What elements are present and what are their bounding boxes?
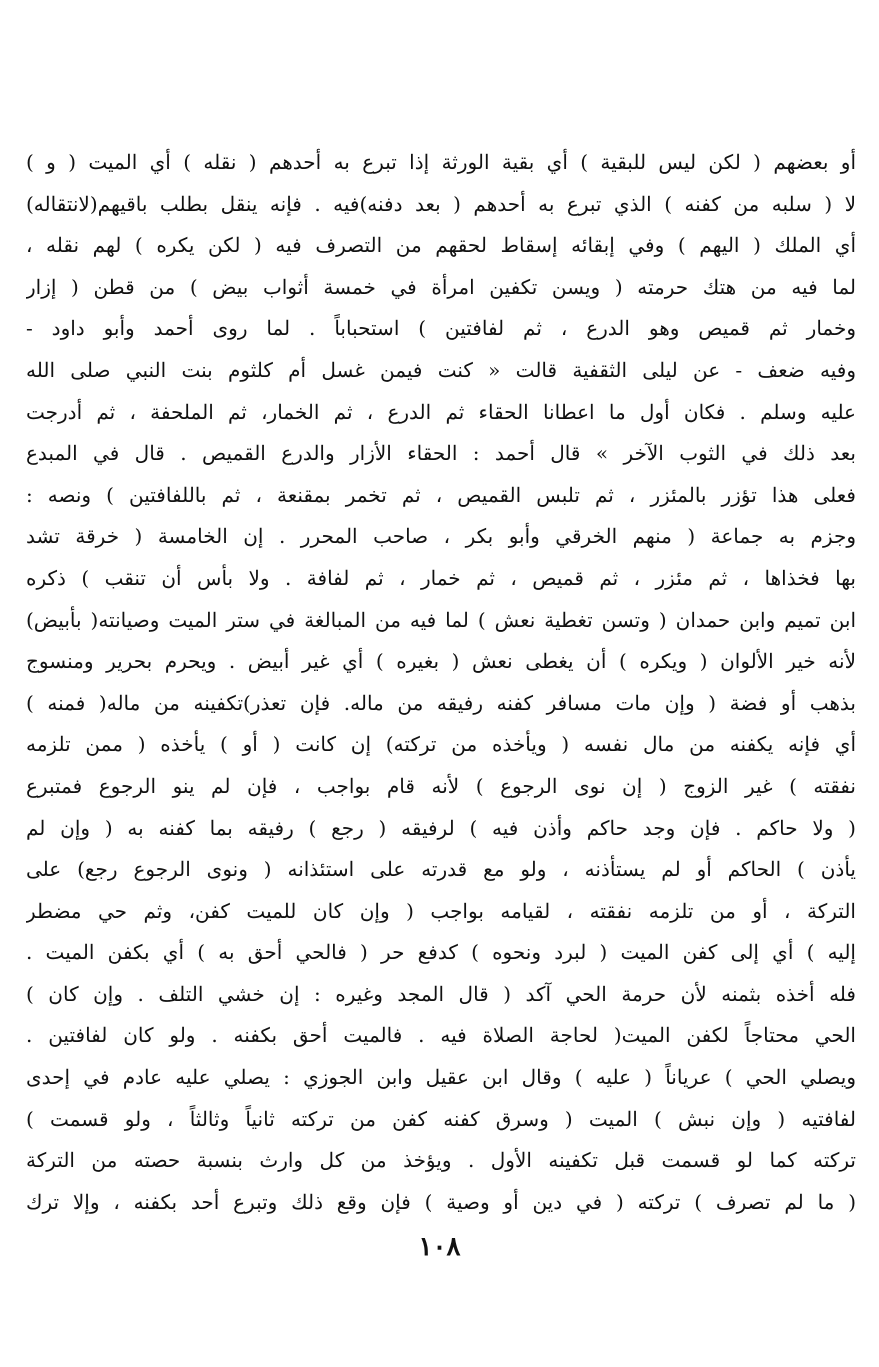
text-line: إليه ) أي إلى كفن الميت ( لبرد ونحوه ) كدفع حر ( فالحي أحق به ) أي بكفن الميت .	[26, 940, 856, 965]
text-line: التركة ، أو من تلزمه نفقته ، لقيامه بواجب ( وإن كان للميت كفن، وثم حي مضطر	[26, 898, 856, 923]
text-line: بعد ذلك في الثوب الآخر » قال أحمد : الحقاء الأزار والدرع القميص . قال في المبدع	[26, 441, 856, 466]
text-line: وجزم به جماعة ( منهم الخرقي وأبو بكر ، صاحب المحرر . إن الخامسة ( خرقة تشد	[26, 524, 856, 549]
text-line: بذهب أو فضة ( وإن مات مسافر كفنه رفيقه من ماله. فإن تعذر)تكفينه من ماله( فمنه )	[26, 690, 856, 715]
text-line: وخمار ثم قميص وهو الدرع ، ثم لفافتين ) استحباباً . لما روى أحمد وأبو داود -	[26, 316, 856, 341]
text-line: وفيه ضعف - عن ليلى الثقفية قالت « كنت فيمن غسل أم كلثوم بنت النبي صلى الله	[26, 357, 856, 382]
body-text	[26, 142, 856, 1223]
text-line: فعلى هذا تؤزر بالمئزر ، ثم تلبس القميص ، ثم تخمر بمقنعة ، ثم باللفافتين ) ونصه :	[26, 482, 856, 507]
text-line: لأنه خير الألوان ( ويكره ) أن يغطى نعش ( بغيره ) أي غير أبيض . ويحرم بحرير ومنسوج	[26, 649, 856, 674]
text-line: الحي محتاجاً لكفن الميت( لحاجة الصلاة فيه . فالميت أحق بكفنه . ولو كان لفافتين .	[26, 1023, 856, 1048]
text-line: لفافتيه ( وإن نبش ) الميت ( وسرق كفنه كفن من تركته ثانياً وثالثاً ، ولو قسمت )	[26, 1106, 856, 1131]
text-line: تركته كما لو قسمت قبل تكفينه الأول . ويؤخذ من كل وارث بنسبة حصته من التركة	[26, 1148, 856, 1173]
text-line: أو بعضهم ( لكن ليس للبقية ) أي بقية الورثة إذا تبرع به أحدهم ( نقله ) أي الميت ( و )	[26, 150, 856, 174]
text-line: عليه وسلم . فكان أول ما اعطانا الحقاء ثم الدرع ، ثم الخمار، ثم الملحفة ، ثم أدرجت	[26, 399, 856, 424]
page-number: ١٠٨	[418, 1232, 461, 1262]
text-line: يأذن ) الحاكم أو لم يستأذنه ، ولو مع قدرته على استئذانه ( ونوى الرجوع رجع) على	[26, 857, 856, 882]
text-line: أي الملك ( اليهم ) وفي إبقائه إسقاط لحقهم من التصرف فيه ( لكن يكره ) لهم نقله ،	[26, 233, 856, 258]
text-line: ( ما لم تصرف ) تركته ( في دين أو وصية ) فإن وقع ذلك وتبرع أحد بكفنه ، وإلا ترك	[26, 1189, 856, 1214]
text-line: ( ولا حاكم . فإن وجد حاكم وأذن فيه ) لرفيقه ( رجع ) رفيقه بما كفنه به ( وإن لم	[26, 815, 856, 840]
text-line: ويصلي الحي ) عرياناً ( عليه ) وقال ابن عقيل وابن الجوزي : يصلي عليه عادم في إحدى	[26, 1065, 856, 1090]
text-line: لما فيه من هتك حرمته ( ويسن تكفين امرأة في خمسة أثواب بيض ) من قطن ( إزار	[26, 274, 856, 299]
text-line: لا ( سلبه من كفنه ) الذي تبرع به أحدهم ( بعد دفنه)فيه . فإنه ينقل بطلب باقيهم(لانتقاله)	[26, 191, 856, 216]
text-line: ابن تميم وابن حمدان ( وتسن تغطية نعش ) لما فيه من المبالغة في ستر الميت وصيانته( بأبيض)	[26, 607, 856, 632]
text-line: أي فإنه يكفنه من مال نفسه ( ويأخذه من تركته) إن كانت ( أو ) يأخذه ( ممن تلزمه	[26, 732, 856, 757]
text-line: فله أخذه بثمنه لأن حرمة الحي آكد ( قال المجد وغيره : إن خشي التلف . وإن كان )	[26, 981, 856, 1006]
text-line: بها فخذاها ، ثم مئزر ، ثم قميص ، ثم خمار ، ثم لفافة . ولا بأس أن تنقب ) ذكره	[26, 565, 856, 590]
text-line: نفقته ) غير الزوج ( إن نوى الرجوع ) لأنه قام بواجب ، فإن لم ينو الرجوع فمتبرع	[26, 773, 856, 798]
